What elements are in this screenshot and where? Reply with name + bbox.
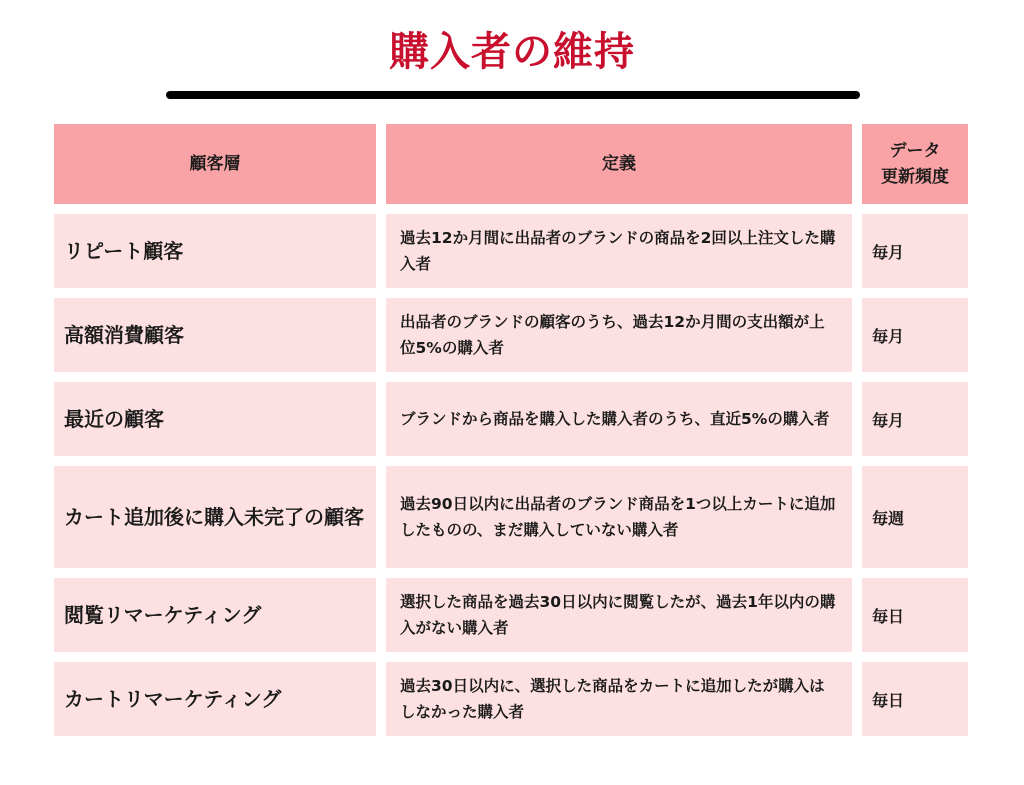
row-frequency: 毎月	[862, 382, 968, 456]
page-title: 購入者の維持	[389, 29, 635, 75]
row-frequency: 毎月	[862, 214, 968, 288]
header-segment: 顧客層	[54, 124, 376, 204]
row-definition: 過去90日以内に出品者のブランド商品を1つ以上カートに追加したものの、まだ購入していない購入者	[386, 466, 852, 568]
row-segment: 高額消費顧客	[54, 298, 376, 372]
row-segment: 閲覧リマーケティング	[54, 578, 376, 652]
row-definition: 過去12か月間に出品者のブランドの商品を2回以上注文した購入者	[386, 214, 852, 288]
row-segment: カート追加後に購入未完了の顧客	[54, 466, 376, 568]
row-frequency: 毎日	[862, 662, 968, 736]
row-definition: ブランドから商品を購入した購入者のうち、直近5%の購入者	[386, 382, 852, 456]
row-segment: リピート顧客	[54, 214, 376, 288]
row-segment: カートリマーケティング	[54, 662, 376, 736]
row-definition: 選択した商品を過去30日以内に閲覧したが、過去1年以内の購入がない購入者	[386, 578, 852, 652]
row-definition: 出品者のブランドの顧客のうち、過去12か月間の支出額が上位5%の購入者	[386, 298, 852, 372]
title-underline	[166, 91, 860, 99]
row-frequency: 毎月	[862, 298, 968, 372]
row-definition: 過去30日以内に、選択した商品をカートに追加したが購入はしなかった購入者	[386, 662, 852, 736]
row-segment: 最近の顧客	[54, 382, 376, 456]
header-definition: 定義	[386, 124, 852, 204]
header-frequency: データ 更新頻度	[862, 124, 968, 204]
retention-table	[54, 124, 968, 736]
row-frequency: 毎週	[862, 466, 968, 568]
row-frequency: 毎日	[862, 578, 968, 652]
